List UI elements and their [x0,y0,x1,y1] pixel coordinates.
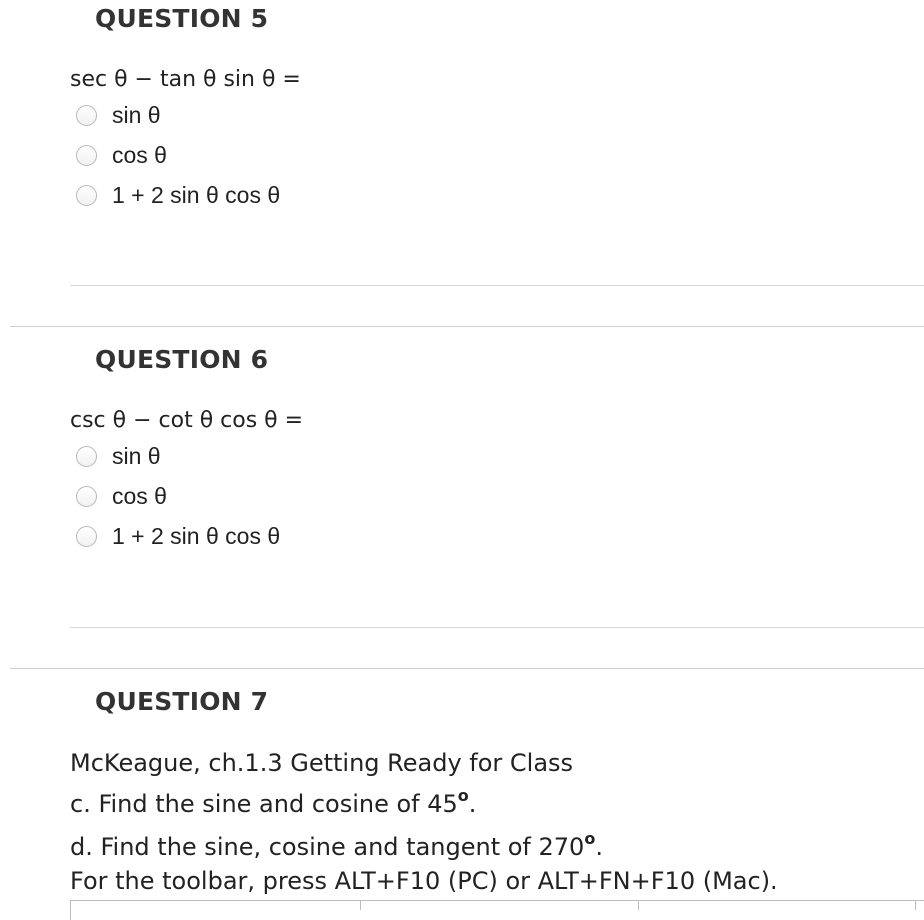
question-text-line [70,829,603,861]
radio-button-icon[interactable] [76,526,97,547]
answer-option-label: cos θ [112,141,167,168]
answer-option-label: cos θ [112,482,167,509]
question-text-line [70,867,778,895]
toolbar-hint: For the toolbar, press ALT+F10 (PC) or ALT+FN+F10 (Mac). [70,867,778,895]
degree-mark: o [584,829,596,848]
question-text-line [70,749,573,777]
question-divider [70,285,924,286]
question-prompt: csc θ − cot θ cos θ = [70,408,304,433]
radio-button-icon[interactable] [76,486,97,507]
editor-toolbar-separator [360,900,361,910]
radio-button-icon[interactable] [76,145,97,166]
question-text-line [70,786,477,818]
answer-option[interactable] [76,181,280,209]
answer-option[interactable] [76,522,280,550]
line-end: . [468,790,477,818]
line-end: . [595,833,603,861]
answer-option[interactable] [76,482,167,510]
answer-option-label: sin θ [112,442,161,469]
question-title: QUESTION 7 [95,687,269,716]
question-text: d. Find the sine, cosine and tangent of 270 [70,833,585,861]
question-text: c. Find the sine and cosine of 45 [70,790,458,818]
answer-editor[interactable] [70,900,924,920]
radio-button-icon[interactable] [76,105,97,126]
editor-toolbar-separator [638,900,639,910]
section-divider [10,668,924,669]
answer-option-label: 1 + 2 sin θ cos θ [112,522,281,549]
radio-button-icon[interactable] [76,446,97,467]
answer-option[interactable] [76,101,161,129]
radio-button-icon[interactable] [76,185,97,206]
answer-option-label: 1 + 2 sin θ cos θ [112,181,281,208]
question-title: QUESTION 5 [95,4,269,33]
answer-option-label: sin θ [112,101,161,128]
question-text: McKeague, ch.1.3 Getting Ready for Class [70,749,574,777]
degree-mark: o [457,786,469,805]
question-prompt: sec θ − tan θ sin θ = [70,67,301,92]
question-divider [70,627,924,628]
editor-toolbar-separator [915,900,916,910]
section-divider [10,326,924,327]
answer-option[interactable] [76,442,161,470]
answer-option[interactable] [76,141,167,169]
question-title: QUESTION 6 [95,345,269,374]
